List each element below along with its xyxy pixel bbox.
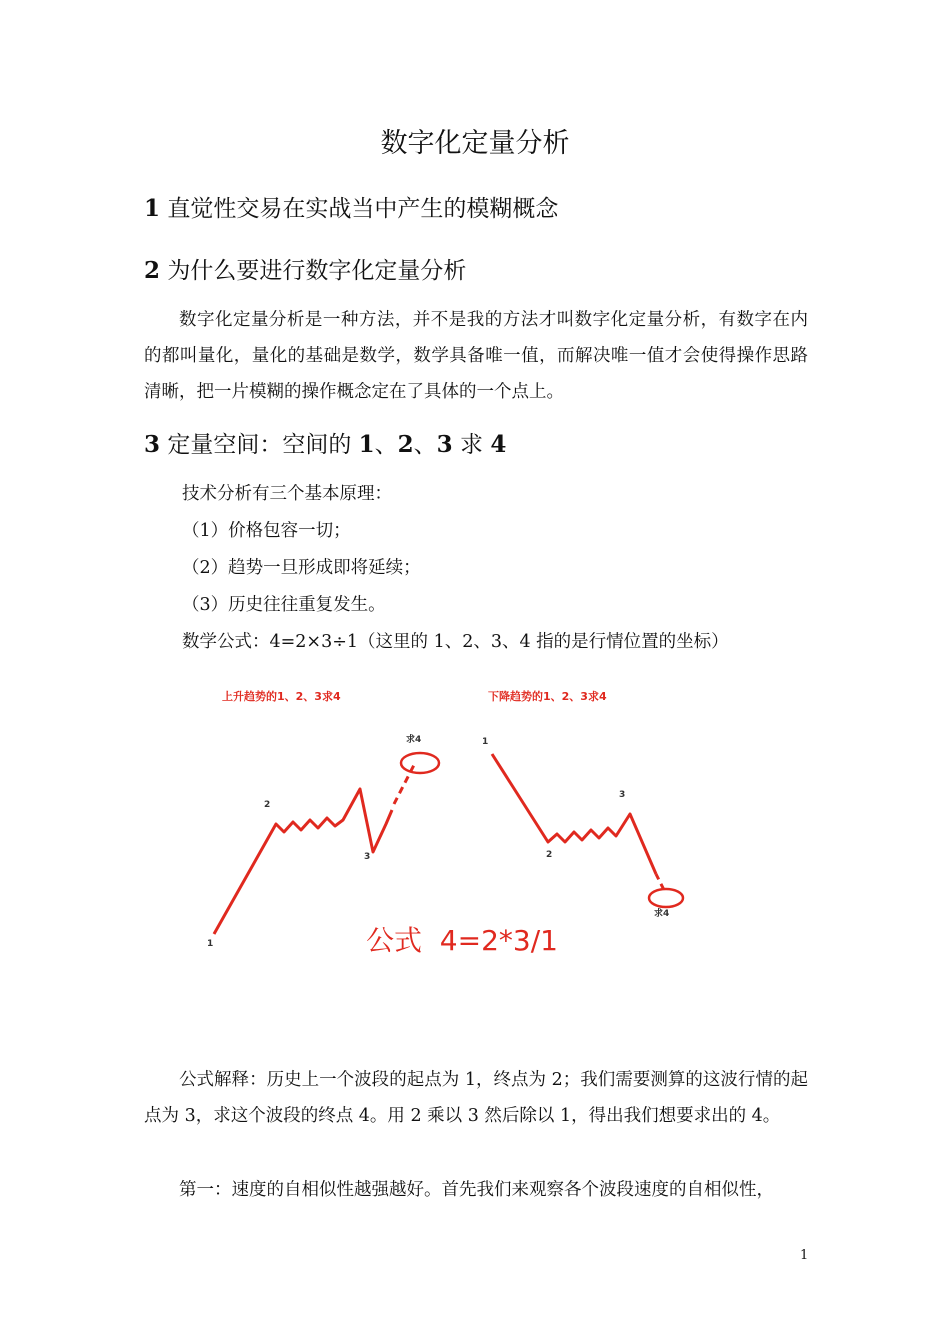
heading-number: 4 <box>490 431 507 458</box>
point-1-label: 1 <box>482 737 489 747</box>
paragraph-formula-explanation: 公式解释：历史上一个波段的起点为 1，终点为 2；我们需要测算的这波行情的起点为 3，求这个波段的终点 4。用 2 乘以 3 然后除以 1，得出我们想要求出的 4。 <box>144 1070 808 1126</box>
math-formula-line: 数学公式：4=2×3÷1（这里的 1、2、3、4 指的是行情位置的坐标） <box>182 632 729 652</box>
section-number: 2 <box>144 257 161 284</box>
paragraph-speed-similarity: 第一：速度的自相似性越强越好。首先我们来观察各个波段速度的自相似性， <box>179 1180 774 1200</box>
document-title: 数字化定量分析 <box>380 128 570 159</box>
point-1-label: 1 <box>207 939 214 949</box>
point-3-label: 3 <box>619 790 626 800</box>
principle-item: （2）趋势一旦形成即将延续； <box>182 558 421 578</box>
figure-formula: 公式 4=2*3/1 <box>366 924 558 957</box>
heading-separator: 、 <box>374 432 398 458</box>
point-2-label: 2 <box>546 850 553 860</box>
section-heading-3 <box>144 428 506 462</box>
principle-item: （3）历史往往重复发生。 <box>182 595 386 615</box>
section-number: 3 <box>144 431 161 458</box>
heading-number: 3 <box>436 431 453 458</box>
target-4-label: 求4 <box>654 909 670 919</box>
section-title: 直觉性交易在实战当中产生的模糊概念 <box>167 196 559 222</box>
principles-intro: 技术分析有三个基本原理： <box>182 484 392 504</box>
paragraph-quantification: 数字化定量分析是一种方法，并不是我的方法才叫数字化定量分析，有数字在内的都叫量化，量化的基础是数学，数学具备唯一值，而解决唯一值才会使得操作思路清晰，把一片模糊的操作概念定在了具体的一个点上。 <box>144 310 808 402</box>
downtrend-title: 下降趋势的1、2、3求4 <box>488 690 607 703</box>
point-2-label: 2 <box>264 800 271 810</box>
uptrend-target-circle <box>401 753 439 773</box>
page-number: 1 <box>800 1248 809 1263</box>
section-number: 1 <box>144 195 161 222</box>
point-3-label: 3 <box>364 852 371 862</box>
downtrend-target-circle <box>649 889 683 907</box>
heading-number: 1 <box>358 431 375 458</box>
section-heading-2 <box>144 254 466 288</box>
heading-text: 求 <box>460 432 483 458</box>
uptrend-title: 上升趋势的1、2、3求4 <box>222 690 341 703</box>
heading-number: 2 <box>397 431 414 458</box>
section-title: 定量空间：空间的 <box>167 432 352 458</box>
target-4-label: 求4 <box>406 735 422 745</box>
section-title: 为什么要进行数字化定量分析 <box>167 258 467 284</box>
downtrend-projection-line <box>656 874 664 890</box>
heading-separator: 、 <box>413 432 437 458</box>
section-heading-1 <box>144 192 558 226</box>
wave-diagram <box>190 676 720 966</box>
downtrend-wave-line <box>492 754 656 874</box>
wave-figure <box>190 676 720 966</box>
principle-item: （1）价格包容一切； <box>182 521 351 541</box>
